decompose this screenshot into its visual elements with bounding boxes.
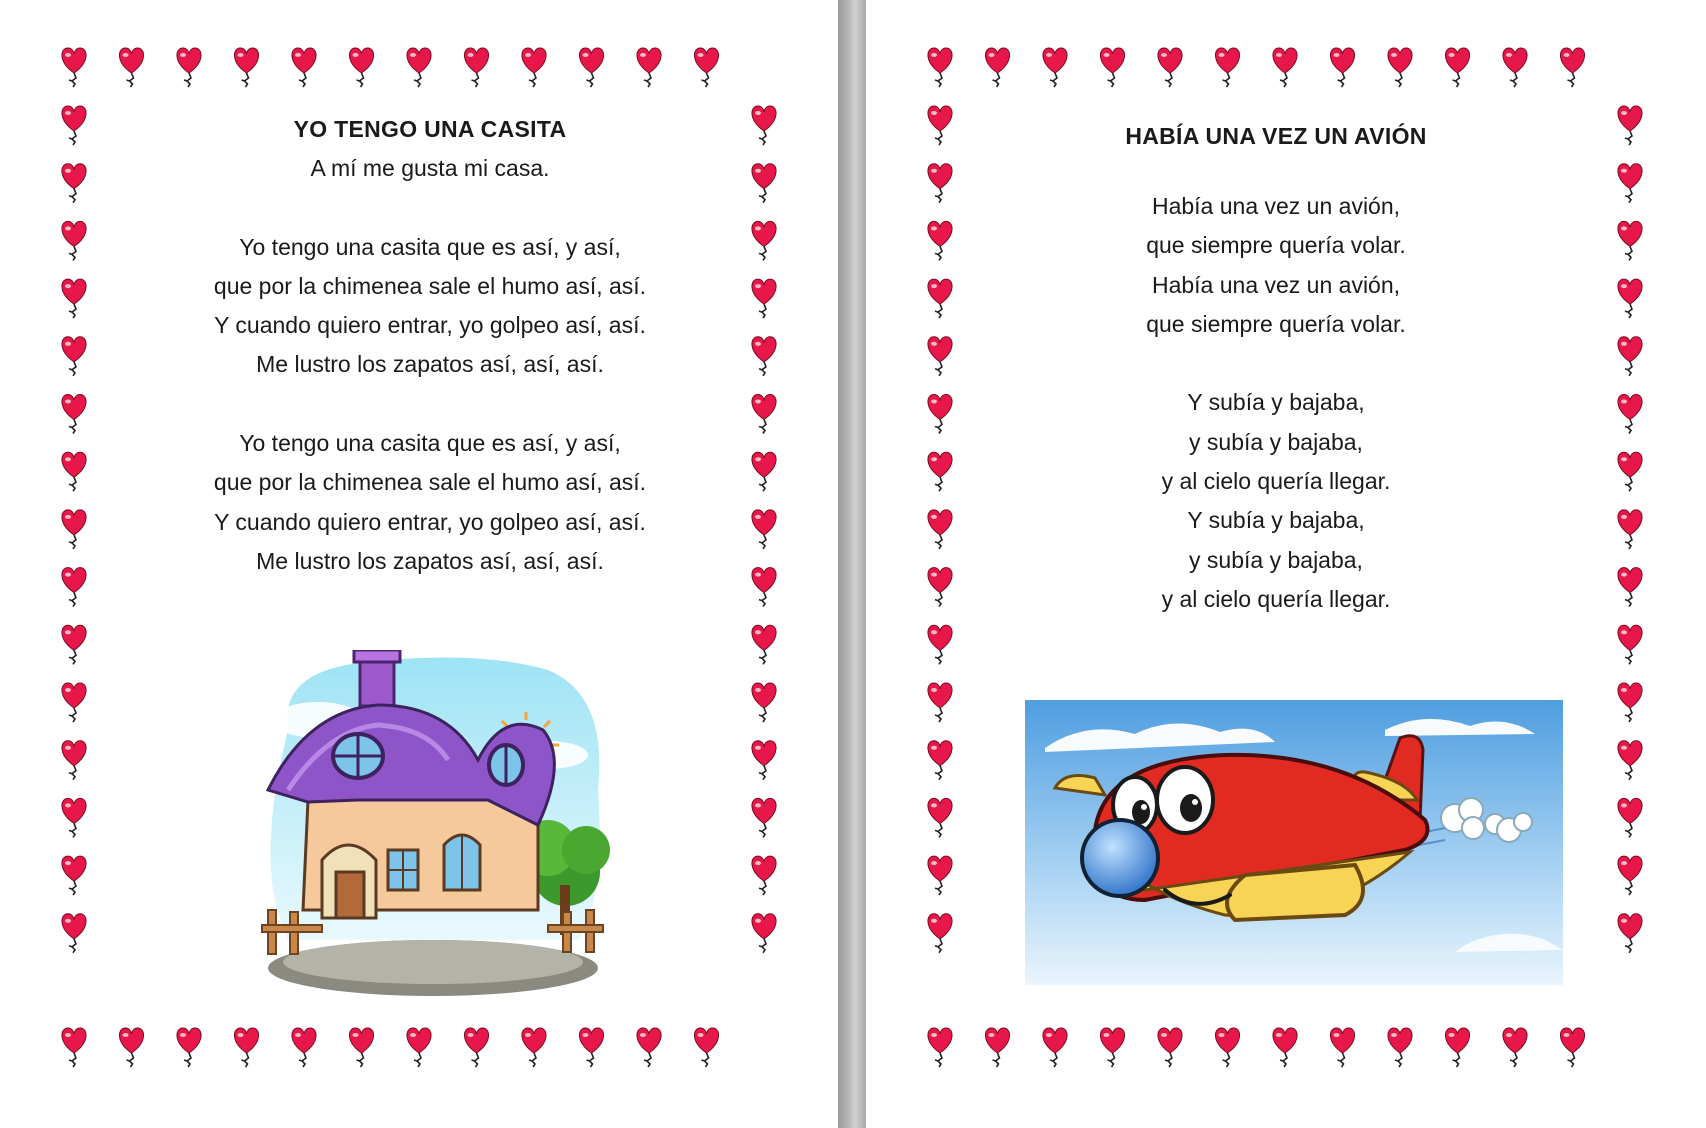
- heart-balloon-icon: [62, 279, 86, 318]
- heart-balloon-icon: [752, 683, 776, 722]
- heart-balloon-icon: [752, 798, 776, 837]
- heart-balloon-icon: [1445, 48, 1469, 87]
- heart-balloon-icon: [234, 48, 258, 87]
- heart-balloon-icon: [928, 510, 952, 549]
- heart-balloon-icon: [928, 106, 952, 145]
- heart-balloon-icon: [1618, 741, 1642, 780]
- heart-balloon-icon: [1618, 106, 1642, 145]
- heart-balloon-icon: [1618, 279, 1642, 318]
- heart-balloon-icon: [1618, 337, 1642, 376]
- heart-balloon-icon: [349, 1028, 373, 1067]
- heart-balloon-icon: [1330, 48, 1354, 87]
- heart-balloon-icon: [62, 798, 86, 837]
- heart-balloon-icon: [694, 48, 718, 87]
- heart-balloon-icon: [637, 1028, 661, 1067]
- heart-balloon-icon: [1618, 568, 1642, 607]
- heart-balloon-icon: [928, 1028, 952, 1067]
- heart-balloon-icon: [292, 48, 316, 87]
- stanza-2: [150, 424, 710, 581]
- heart-balloon-icon: [928, 741, 952, 780]
- poem-line: que siempre quería volar.: [1146, 232, 1406, 259]
- poem-line: Había una vez un avión,: [1151, 271, 1401, 298]
- heart-balloon-icon: [752, 625, 776, 664]
- heart-balloon-icon: [464, 48, 488, 87]
- heart-balloon-icon: [1618, 395, 1642, 434]
- heart-balloon-icon: [1618, 625, 1642, 664]
- heart-balloon-icon: [62, 395, 86, 434]
- heart-balloon-icon: [752, 741, 776, 780]
- heart-balloon-icon: [928, 625, 952, 664]
- heart-balloon-icon: [1560, 48, 1584, 87]
- heart-balloon-icon: [1445, 1028, 1469, 1067]
- heart-balloon-icon: [752, 395, 776, 434]
- heart-balloon-icon: [62, 510, 86, 549]
- heart-balloon-icon: [62, 741, 86, 780]
- heart-balloon-icon: [1618, 164, 1642, 203]
- heart-balloon-icon: [1503, 1028, 1527, 1067]
- heart-balloon-icon: [62, 48, 86, 87]
- heart-balloon-icon: [1388, 48, 1412, 87]
- heart-balloon-icon: [1618, 914, 1642, 953]
- heart-balloon-icon: [928, 221, 952, 260]
- airplane-illustration: [1025, 700, 1563, 985]
- stanza-2: [996, 383, 1556, 619]
- heart-balloon-icon: [62, 106, 86, 145]
- heart-balloon-icon: [1043, 1028, 1067, 1067]
- heart-balloon-icon: [62, 1028, 86, 1067]
- heart-balloon-icon: [928, 164, 952, 203]
- heart-balloon-icon: [1273, 48, 1297, 87]
- stanza-1: [996, 187, 1556, 344]
- heart-balloon-icon: [928, 798, 952, 837]
- page-right: [866, 0, 1706, 1128]
- heart-balloon-icon: [752, 914, 776, 953]
- heart-balloon-icon: [62, 683, 86, 722]
- heart-balloon-icon: [522, 48, 546, 87]
- heart-balloon-icon: [579, 48, 603, 87]
- poem-title: YO TENGO UNA CASITA: [293, 116, 567, 142]
- heart-balloon-icon: [1388, 1028, 1412, 1067]
- heart-balloon-icon: [752, 568, 776, 607]
- poem-line: que siempre quería volar.: [1146, 310, 1406, 337]
- poem-title: HABÍA UNA VEZ UN AVIÓN: [1125, 123, 1427, 149]
- heart-balloon-icon: [752, 510, 776, 549]
- heart-balloon-icon: [407, 1028, 431, 1067]
- heart-balloon-icon: [119, 48, 143, 87]
- poem-line: Y subía y bajaba,: [1187, 507, 1365, 534]
- heart-balloon-icon: [1618, 221, 1642, 260]
- heart-balloon-icon: [1100, 1028, 1124, 1067]
- poem-line: y al cielo quería llegar.: [1161, 468, 1391, 495]
- heart-balloon-icon: [62, 568, 86, 607]
- heart-balloon-icon: [752, 164, 776, 203]
- poem-line: Y cuando quiero entrar, yo golpeo así, así.: [214, 312, 646, 339]
- heart-balloon-icon: [752, 106, 776, 145]
- heart-balloon-icon: [1618, 452, 1642, 491]
- heart-balloon-icon: [752, 452, 776, 491]
- heart-balloon-icon: [985, 48, 1009, 87]
- heart-balloon-icon: [1618, 510, 1642, 549]
- heart-balloon-icon: [292, 1028, 316, 1067]
- poem-line: Me lustro los zapatos así, así, así.: [256, 547, 604, 574]
- stanza-1: [150, 228, 710, 385]
- poem-subtitle: A mí me gusta mi casa.: [310, 155, 550, 181]
- heart-balloon-icon: [234, 1028, 258, 1067]
- heart-balloon-icon: [928, 568, 952, 607]
- heart-balloon-icon: [1043, 48, 1067, 87]
- heart-balloon-icon: [985, 1028, 1009, 1067]
- poem-line: y al cielo quería llegar.: [1161, 585, 1391, 612]
- plane-nose: [1082, 820, 1158, 896]
- heart-balloon-icon: [928, 914, 952, 953]
- poem-line: que por la chimenea sale el humo así, así.: [213, 272, 647, 299]
- heart-balloon-icon: [1618, 683, 1642, 722]
- heart-balloon-icon: [752, 221, 776, 260]
- heart-balloon-icon: [1503, 48, 1527, 87]
- heart-balloon-icon: [62, 452, 86, 491]
- page-gutter: [838, 0, 866, 1128]
- heart-balloon-icon: [1158, 1028, 1182, 1067]
- heart-balloon-icon: [1215, 1028, 1239, 1067]
- heart-balloon-icon: [62, 221, 86, 260]
- heart-balloon-icon: [694, 1028, 718, 1067]
- poem-line: y subía y bajaba,: [1189, 546, 1363, 573]
- heart-balloon-icon: [177, 1028, 201, 1067]
- poem-line: Había una vez un avión,: [1151, 193, 1401, 219]
- heart-balloon-icon: [1100, 48, 1124, 87]
- poem-line: Me lustro los zapatos así, así, así.: [256, 351, 604, 378]
- heart-balloon-icon: [1215, 48, 1239, 87]
- heart-balloon-icon: [349, 48, 373, 87]
- poem-line: Y subía y bajaba,: [1187, 389, 1365, 416]
- heart-balloon-icon: [62, 164, 86, 203]
- heart-balloon-icon: [928, 337, 952, 376]
- heart-balloon-icon: [928, 452, 952, 491]
- heart-balloon-icon: [62, 914, 86, 953]
- house-illustration: [248, 650, 618, 1000]
- heart-balloon-icon: [1618, 856, 1642, 895]
- poem-line: y subía y bajaba,: [1189, 428, 1363, 455]
- heart-balloon-icon: [62, 625, 86, 664]
- heart-balloon-icon: [1330, 1028, 1354, 1067]
- heart-balloon-icon: [928, 683, 952, 722]
- heart-balloon-icon: [752, 279, 776, 318]
- poem-line: Y cuando quiero entrar, yo golpeo así, así.: [214, 508, 646, 535]
- heart-balloon-icon: [752, 337, 776, 376]
- heart-balloon-icon: [752, 856, 776, 895]
- poem-line: que por la chimenea sale el humo así, así.: [213, 469, 647, 496]
- heart-balloon-icon: [1560, 1028, 1584, 1067]
- page-left: [0, 0, 838, 1128]
- heart-balloon-icon: [464, 1028, 488, 1067]
- heart-balloon-icon: [928, 279, 952, 318]
- heart-balloon-icon: [522, 1028, 546, 1067]
- heart-balloon-icon: [928, 856, 952, 895]
- heart-balloon-icon: [928, 395, 952, 434]
- poem-casita: [150, 116, 710, 581]
- heart-balloon-icon: [1158, 48, 1182, 87]
- poem-line: Yo tengo una casita que es así, y así,: [239, 233, 621, 260]
- heart-balloon-icon: [177, 48, 201, 87]
- heart-balloon-icon: [928, 48, 952, 87]
- heart-balloon-icon: [62, 337, 86, 376]
- heart-balloon-icon: [1618, 798, 1642, 837]
- heart-balloon-icon: [579, 1028, 603, 1067]
- heart-balloon-icon: [62, 856, 86, 895]
- heart-balloon-icon: [119, 1028, 143, 1067]
- poem-avion: [996, 123, 1556, 619]
- heart-balloon-icon: [407, 48, 431, 87]
- poem-line: Yo tengo una casita que es así, y así,: [239, 430, 621, 457]
- heart-balloon-icon: [637, 48, 661, 87]
- heart-balloon-icon: [1273, 1028, 1297, 1067]
